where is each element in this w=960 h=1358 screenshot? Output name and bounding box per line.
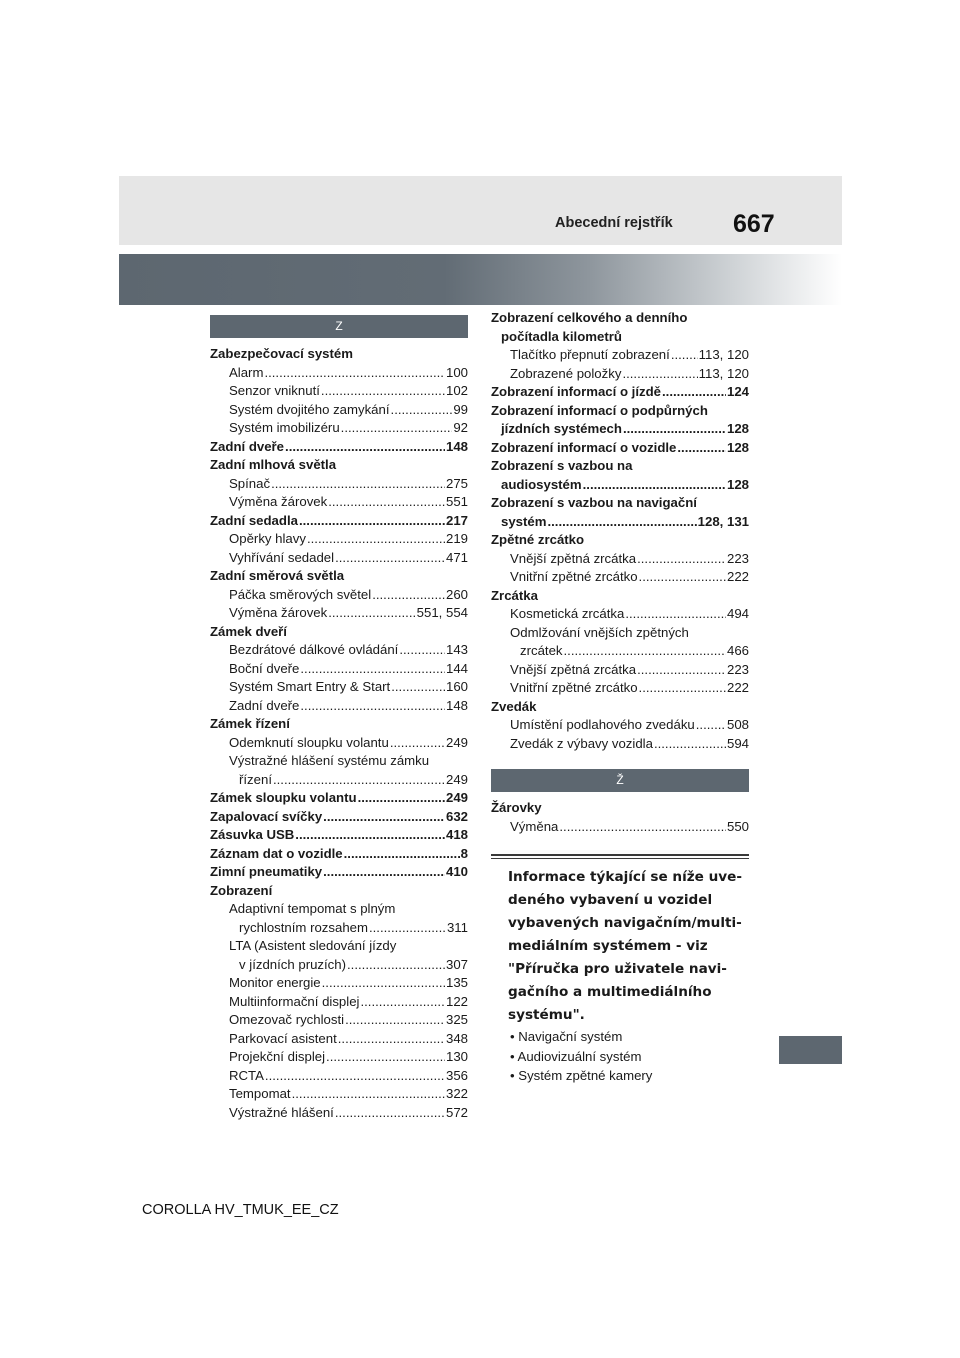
dot-leader [391, 401, 453, 420]
index-entry [210, 364, 468, 383]
index-entry-page: 128, 131 [697, 513, 749, 529]
index-entry-term: Záznam dat o vozidle [210, 845, 343, 861]
index-column-left [210, 315, 468, 1122]
index-entry-page: 135 [445, 975, 468, 990]
index-entry-term: Vnitřní zpětné zrcátko [510, 569, 638, 584]
index-entry-page: 551 [445, 494, 468, 509]
dot-leader [321, 382, 445, 401]
index-entry-page: 311 [446, 919, 468, 935]
index-entry-term: Spínač [229, 475, 271, 491]
dot-leader [639, 679, 726, 698]
dot-leader [622, 365, 697, 384]
index-entry-page: 113, 120 [698, 347, 749, 362]
index-entry-term: jízdních systémech [501, 421, 622, 436]
index-entry [210, 660, 468, 679]
dot-leader [344, 845, 460, 864]
index-entry [210, 900, 468, 919]
letter-heading-z: Z [210, 315, 468, 338]
index-entry-page: 249 [445, 734, 468, 750]
index-entry [491, 550, 749, 569]
index-entry-term: Zvedák [491, 698, 537, 714]
index-entry [210, 456, 468, 475]
index-entry-page: 249 [445, 790, 468, 805]
index-entry [210, 345, 468, 364]
index-entry-term: Umístění podlahového zvedáku [510, 717, 695, 732]
index-entry [210, 1085, 468, 1104]
index-entry-term: audiosystém [501, 476, 582, 492]
index-entry [491, 402, 749, 421]
index-entry-page: 348 [445, 1030, 468, 1046]
index-entry-term: Zobrazení [210, 882, 273, 898]
index-entry-page: 130 [445, 1049, 468, 1064]
page-number: 667 [733, 210, 775, 238]
index-entry-page: 325 [445, 1012, 468, 1027]
dot-leader [338, 1030, 445, 1049]
index-entry [491, 624, 749, 643]
dot-leader [285, 438, 445, 457]
index-entry [210, 808, 468, 827]
index-entry [491, 716, 749, 735]
dot-leader [637, 661, 726, 680]
dot-leader [273, 771, 445, 790]
note-bullets [491, 1027, 749, 1086]
index-entry [210, 1104, 468, 1123]
index-entry-page: 102 [445, 383, 468, 398]
index-entry-term: Opěrky hlavy [229, 531, 306, 546]
dot-leader [299, 512, 445, 531]
index-entry-page: 471 [445, 549, 468, 565]
index-entry-term: zrcátek [520, 643, 563, 658]
index-entry [210, 826, 468, 845]
dot-leader [625, 605, 726, 624]
dot-leader [671, 346, 698, 365]
index-entry [210, 493, 468, 512]
index-entry-page: 249 [445, 771, 468, 787]
footer-doc-code: COROLLA HV_TMUK_EE_CZ [142, 1202, 339, 1218]
index-entry-page: 128 [726, 439, 749, 455]
index-entry [210, 475, 468, 494]
index-entry [210, 956, 468, 975]
index-entry [210, 419, 468, 438]
header-gradient-band [119, 254, 842, 305]
index-entry [491, 698, 749, 717]
index-entry [210, 882, 468, 901]
note-line: gačního a multimediálního [508, 984, 712, 1000]
index-entry-term: Zobrazení informací o podpůrných [491, 402, 708, 418]
letter-heading-zh: Ž [491, 769, 749, 792]
dot-leader [295, 826, 445, 845]
index-entry-term: Zapalovací svíčky [210, 808, 323, 824]
index-column-right [491, 309, 749, 1086]
index-entry-term: Výměna žárovek [229, 605, 328, 620]
index-entry-page: 128 [726, 421, 749, 436]
index-entry-term: Zadní dveře [210, 438, 285, 454]
dot-leader [292, 1085, 445, 1104]
index-entry [210, 752, 468, 771]
index-entry-term: Výstražné hlášení [229, 1104, 334, 1120]
index-entry-term: řízení [239, 771, 272, 787]
dot-leader [399, 641, 445, 660]
index-entry [210, 512, 468, 531]
index-entry-term: Bezdrátové dálkové ovládání [229, 642, 399, 657]
index-entry [210, 1011, 468, 1030]
index-entry-page: 8 [460, 845, 468, 861]
index-entry-term: Systém dvojitého zamykání [229, 401, 390, 417]
dot-leader [358, 789, 445, 808]
dot-leader [639, 568, 726, 587]
dot-leader [300, 660, 445, 679]
index-entry [491, 587, 749, 606]
index-entry [491, 383, 749, 402]
index-entry [491, 494, 749, 513]
dot-leader [326, 1048, 445, 1067]
index-entry-page: 410 [445, 864, 468, 879]
index-entry-term: Zámek řízení [210, 716, 290, 731]
index-entry [210, 586, 468, 605]
index-entry [210, 919, 468, 938]
dot-leader [360, 993, 445, 1012]
dot-leader [623, 420, 726, 439]
index-entry-term: Tempomat [229, 1086, 291, 1101]
note-bullet: • Navigační systém [510, 1029, 623, 1044]
index-entry-term: rychlostním rozsahem [239, 919, 368, 935]
index-entry-page: 550 [726, 818, 749, 834]
index-entry-term: Zvedák z výbavy vozidla [510, 735, 653, 751]
index-entry [210, 845, 468, 864]
index-entry-page: 222 [726, 680, 749, 695]
index-entry-page: 92 [453, 420, 468, 435]
index-entry-page: 275 [445, 475, 468, 491]
index-entry [491, 818, 749, 837]
index-entry [210, 530, 468, 549]
dot-leader [335, 1104, 445, 1123]
index-entries-right [491, 309, 749, 753]
dot-leader [347, 956, 445, 975]
index-entry [210, 1067, 468, 1086]
index-entry [491, 661, 749, 680]
index-entry-page: 143 [445, 642, 468, 657]
chapter-side-tab [779, 1036, 842, 1064]
index-entry-term: Zobrazení celkového a denního [491, 310, 688, 325]
index-entry-term: Zadní směrová světla [210, 568, 345, 583]
index-entry-page: 260 [445, 586, 468, 602]
dot-leader [335, 549, 445, 568]
index-entry-page: 418 [445, 827, 468, 842]
index-entry-term: Žárovky [491, 800, 542, 815]
dot-leader [345, 1011, 445, 1030]
index-entry-term: počítadla kilometrů [501, 328, 622, 344]
index-entry [210, 1048, 468, 1067]
dot-leader [583, 476, 726, 495]
index-entry-term: Systém Smart Entry & Start [229, 679, 391, 694]
index-entry-term: Parkovací asistent [229, 1030, 337, 1046]
index-entry [210, 549, 468, 568]
index-entry-term: LTA (Asistent sledování jízdy [229, 938, 397, 953]
dot-leader [323, 808, 445, 827]
index-entry [210, 697, 468, 716]
index-entry [491, 476, 749, 495]
index-entry-term: Zpětné zrcátko [491, 532, 585, 547]
index-entry-term: Senzor vniknutí [229, 383, 320, 398]
index-entry-term: Adaptivní tempomat s plným [229, 901, 396, 916]
index-entry-term: Omezovač rychlosti [229, 1012, 345, 1027]
index-entry [491, 568, 749, 587]
index-entry-term: Zobrazení s vazbou na navigační [491, 495, 697, 510]
note-line: mediálním systémem - viz [508, 938, 708, 954]
note-bullet: • Audiovizuální systém [510, 1048, 642, 1064]
index-entry [491, 642, 749, 661]
index-entry-term: Zámek sloupku volantu [210, 790, 357, 805]
dot-leader [341, 419, 453, 438]
index-entry [491, 735, 749, 754]
index-entry-page: 572 [445, 1104, 468, 1120]
index-entry-term: Alarm [229, 364, 264, 380]
dot-leader [564, 642, 726, 661]
index-entry-term: Zabezpečovací systém [210, 346, 353, 361]
index-entry-term: Vyhřívání sedadel [229, 549, 335, 565]
dot-leader [369, 919, 446, 938]
index-entry-term: Páčka směrových světel [229, 586, 372, 602]
section-title: Abecední rejstřík [555, 215, 673, 231]
index-entry-page: 148 [445, 697, 468, 713]
index-entry [491, 531, 749, 550]
dot-leader [328, 604, 415, 623]
index-entry-term: Vnější zpětná zrcátka [510, 550, 637, 566]
index-entry-term: Vnitřní zpětné zrcátko [510, 680, 638, 695]
dot-leader [271, 475, 445, 494]
dot-leader [390, 734, 445, 753]
navigation-note [491, 866, 749, 1027]
index-entry [210, 623, 468, 642]
index-entry-term: Kosmetická zrcátka [510, 606, 625, 621]
index-entry-term: Zrcátka [491, 587, 538, 603]
note-separator [491, 854, 749, 859]
dot-leader [265, 1067, 445, 1086]
index-entry [210, 993, 468, 1012]
note-line: vybavených navigačním/multi- [508, 915, 742, 931]
index-entry-page: 113, 120 [698, 365, 749, 381]
index-entry-page: 466 [726, 643, 749, 658]
index-entry [210, 641, 468, 660]
index-entry-term: Odmlžování vnějších zpětných [510, 624, 689, 640]
index-entry-page: 508 [726, 717, 749, 732]
dot-leader [677, 439, 726, 458]
index-entry [491, 365, 749, 384]
index-entry [210, 715, 468, 734]
dot-leader [391, 678, 445, 697]
index-entry [210, 604, 468, 623]
index-entry-page: 217 [445, 512, 468, 528]
index-entry [491, 346, 749, 365]
index-entry-term: RCTA [229, 1067, 264, 1083]
index-entry-page: 594 [726, 735, 749, 751]
dot-leader [328, 493, 445, 512]
dot-leader [559, 818, 726, 837]
index-entry [491, 513, 749, 532]
index-entry-page: 223 [726, 661, 749, 677]
index-entry-page: 100 [445, 364, 468, 380]
index-entry-term: Zobrazení informací o vozidle [491, 439, 677, 455]
index-entry-term: Vnější zpětná zrcátka [510, 661, 637, 677]
dot-leader [264, 364, 445, 383]
index-entry [210, 974, 468, 993]
index-entry-term: Zadní mlhová světla [210, 457, 337, 472]
index-entry-term: Projekční displej [229, 1049, 326, 1064]
index-entry-page: 219 [445, 531, 468, 546]
dot-leader [300, 697, 445, 716]
dot-leader [662, 383, 726, 402]
index-entry-page: 356 [445, 1067, 468, 1083]
index-entry-page: 99 [453, 401, 468, 417]
dot-leader [372, 586, 445, 605]
dot-leader [322, 974, 445, 993]
index-entry-page: 307 [445, 956, 468, 972]
index-entry-page: 223 [726, 550, 749, 566]
index-entry [491, 679, 749, 698]
note-bullet: • Systém zpětné kamery [510, 1068, 653, 1083]
index-entry [210, 937, 468, 956]
index-entry-term: Zadní sedadla [210, 512, 298, 528]
index-entry [210, 438, 468, 457]
dot-leader [323, 863, 445, 882]
index-entry-page: 144 [445, 660, 468, 676]
index-entry [210, 1030, 468, 1049]
index-entry-term: Výměna [510, 818, 559, 834]
index-entry-page: 128 [726, 476, 749, 492]
index-entry-term: Zobrazené položky [510, 365, 622, 381]
index-entry [210, 678, 468, 697]
index-entry [210, 382, 468, 401]
note-line: systému". [508, 1007, 585, 1023]
index-entry [210, 401, 468, 420]
dot-leader [637, 550, 726, 569]
index-entry-page: 148 [445, 438, 468, 454]
index-entry-term: Výstražné hlášení systému zámku [229, 753, 430, 768]
index-entry [491, 309, 749, 328]
index-entry-page: 551, 554 [416, 605, 468, 620]
index-entry-term: systém [501, 513, 547, 529]
index-entry-term: Zámek dveří [210, 623, 287, 639]
index-entry-page: 494 [726, 606, 749, 621]
index-entry-term: Tlačítko přepnutí zobrazení [510, 347, 670, 362]
index-entry-term: Monitor energie [229, 975, 321, 990]
index-entry-term: Odemknutí sloupku volantu [229, 734, 389, 750]
index-entry [210, 789, 468, 808]
index-entry [491, 799, 749, 818]
note-line: Informace týkající se níže uve- [508, 869, 743, 885]
index-entry [491, 457, 749, 476]
index-entry [210, 567, 468, 586]
index-entry-term: Systém imobilizéru [229, 420, 340, 435]
index-entry-term: Zobrazení s vazbou na [491, 458, 633, 473]
index-entry-term: Zadní dveře [229, 697, 300, 713]
dot-leader [654, 735, 726, 754]
index-entry [491, 605, 749, 624]
index-entry [210, 863, 468, 882]
index-entry-page: 632 [445, 808, 468, 824]
index-entry-term: Zobrazení informací o jízdě [491, 384, 661, 399]
index-entry-page: 122 [445, 993, 468, 1009]
index-entry-term: Boční dveře [229, 660, 300, 676]
note-line: deného vybavení u vozidel [508, 892, 713, 908]
index-entry [491, 439, 749, 458]
index-entry [210, 734, 468, 753]
dot-leader [696, 716, 726, 735]
index-entry-page: 124 [726, 384, 749, 399]
note-line: "Příručka pro uživatele navi- [508, 961, 727, 977]
dot-leader [547, 513, 696, 532]
index-entry [491, 328, 749, 347]
index-entries-right-2 [491, 799, 749, 836]
index-entry-page: 160 [445, 679, 468, 694]
index-entry-page: 222 [726, 569, 749, 584]
index-entry-term: Zásuvka USB [210, 827, 295, 842]
index-entry-term: Výměna žárovek [229, 494, 328, 509]
index-entry [491, 420, 749, 439]
index-entry-page: 322 [445, 1086, 468, 1101]
index-entry-term: Multiinformační displej [229, 993, 360, 1009]
index-entry [210, 771, 468, 790]
index-entry-term: v jízdních pruzích) [239, 956, 347, 972]
index-entry-term: Zimní pneumatiky [210, 864, 323, 879]
dot-leader [307, 530, 445, 549]
index-entries-left [210, 345, 468, 1122]
